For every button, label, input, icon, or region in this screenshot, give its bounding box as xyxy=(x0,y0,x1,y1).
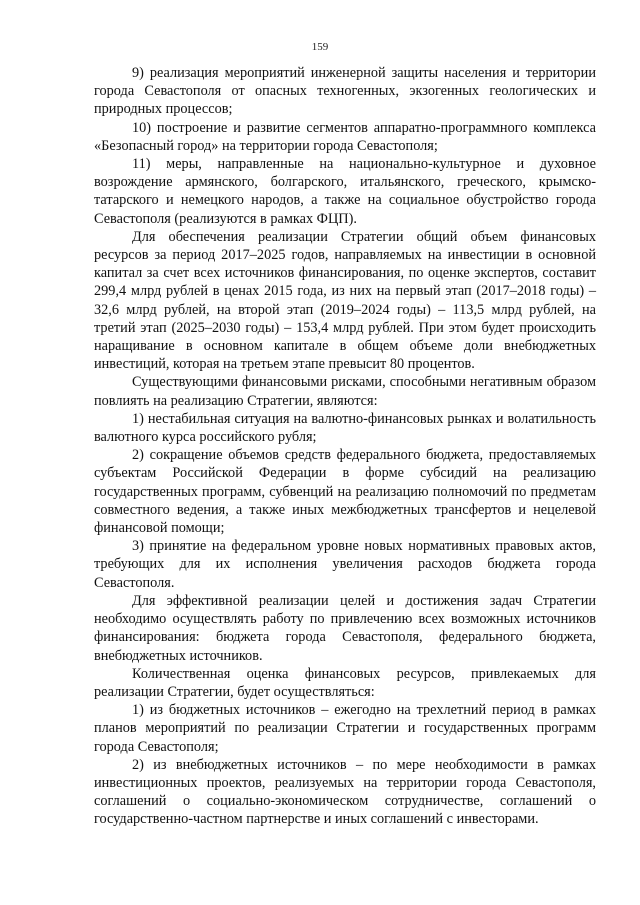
paragraph-risks-intro: Существующими финансовыми рисками, способными негативным образом повлиять на реализацию Стратегии, являются: xyxy=(94,374,596,409)
paragraph-risk-3: 3) принятие на федеральном уровне новых нормативных правовых актов, требующих для их исполнения увеличения расходов бюджета города Севастополя. xyxy=(94,538,596,591)
paragraph-funding-sources: Для эффективной реализации целей и достижения задач Стратегии необходимо осуществлять работу по привлечению всех возможных источников финансирования: бюджета города Севастополя, федерального бюджета, внебюджетных источников. xyxy=(94,592,596,664)
paragraph-item-10: 10) построение и развитие сегментов аппаратно-программного комплекса «Безопасный город» на территории города Севастополя; xyxy=(94,119,596,154)
document-body xyxy=(94,64,596,829)
paragraph-assessment-intro: Количественная оценка финансовых ресурсов, привлекаемых для реализации Стратегии, будет осуществляться: xyxy=(94,665,596,700)
page-number: 159 xyxy=(311,41,329,53)
paragraph-assessment-2: 2) из внебюджетных источников – по мере необходимости в рамках инвестиционных проектов, реализуемых на территории города Севастополя, соглашений о социально-экономическом сотрудничестве, соглашений о государственно-частном партнерстве и иных соглашений с инвесторами. xyxy=(94,756,596,828)
paragraph-item-11: 11) меры, направленные на национально-культурное и духовное возрождение армянского, болгарского, итальянского, греческого, крымско-татарского и немецкого народов, а также на социальное обустройство города Севастополя (реализуются в рамках ФЦП). xyxy=(94,156,596,227)
paragraph-item-9: 9) реализация мероприятий инженерной защиты населения и территории города Севастополя от опасных техногенных, экзогенных геологических и природных процессов; xyxy=(94,65,596,118)
paragraph-financing-volume: Для обеспечения реализации Стратегии общий объем финансовых ресурсов за период 2017–2025 годов, направляемых на инвестиции в основной капитал за счет всех источников финансирования, по оценке экспертов, составит 299,4 млрд рублей в ценах 2015 года, из них на первый этап (2017–2018 годы) – 32,6 млрд рублей, на второй этап (2019–2024 годы) – 113,5 млрд рублей, на третий этап (2025–2030 годы) – 153,4 млрд рублей. При этом будет происходить наращивание в основном капитале в общем объеме доли внебюджетных инвестиций, которая на третьем этапе превысит 80 процентов. xyxy=(94,228,596,373)
paragraph-risk-2: 2) сокращение объемов средств федерального бюджета, предоставляемых субъектам Российской Федерации в форме субсидий на реализацию государственных программ, субвенций на реализацию полномочий по предметам совместного ведения, а также иных межбюджетных трансфертов и нецелевой финансовой помощи; xyxy=(94,447,596,537)
paragraph-assessment-1: 1) из бюджетных источников – ежегодно на трехлетний период в рамках планов мероприятий по реализации Стратегии и государственных программ города Севастополя; xyxy=(94,702,596,755)
paragraph-risk-1: 1) нестабильная ситуация на валютно-финансовых рынках и волатильность валютного курса российского рубля; xyxy=(94,410,596,446)
